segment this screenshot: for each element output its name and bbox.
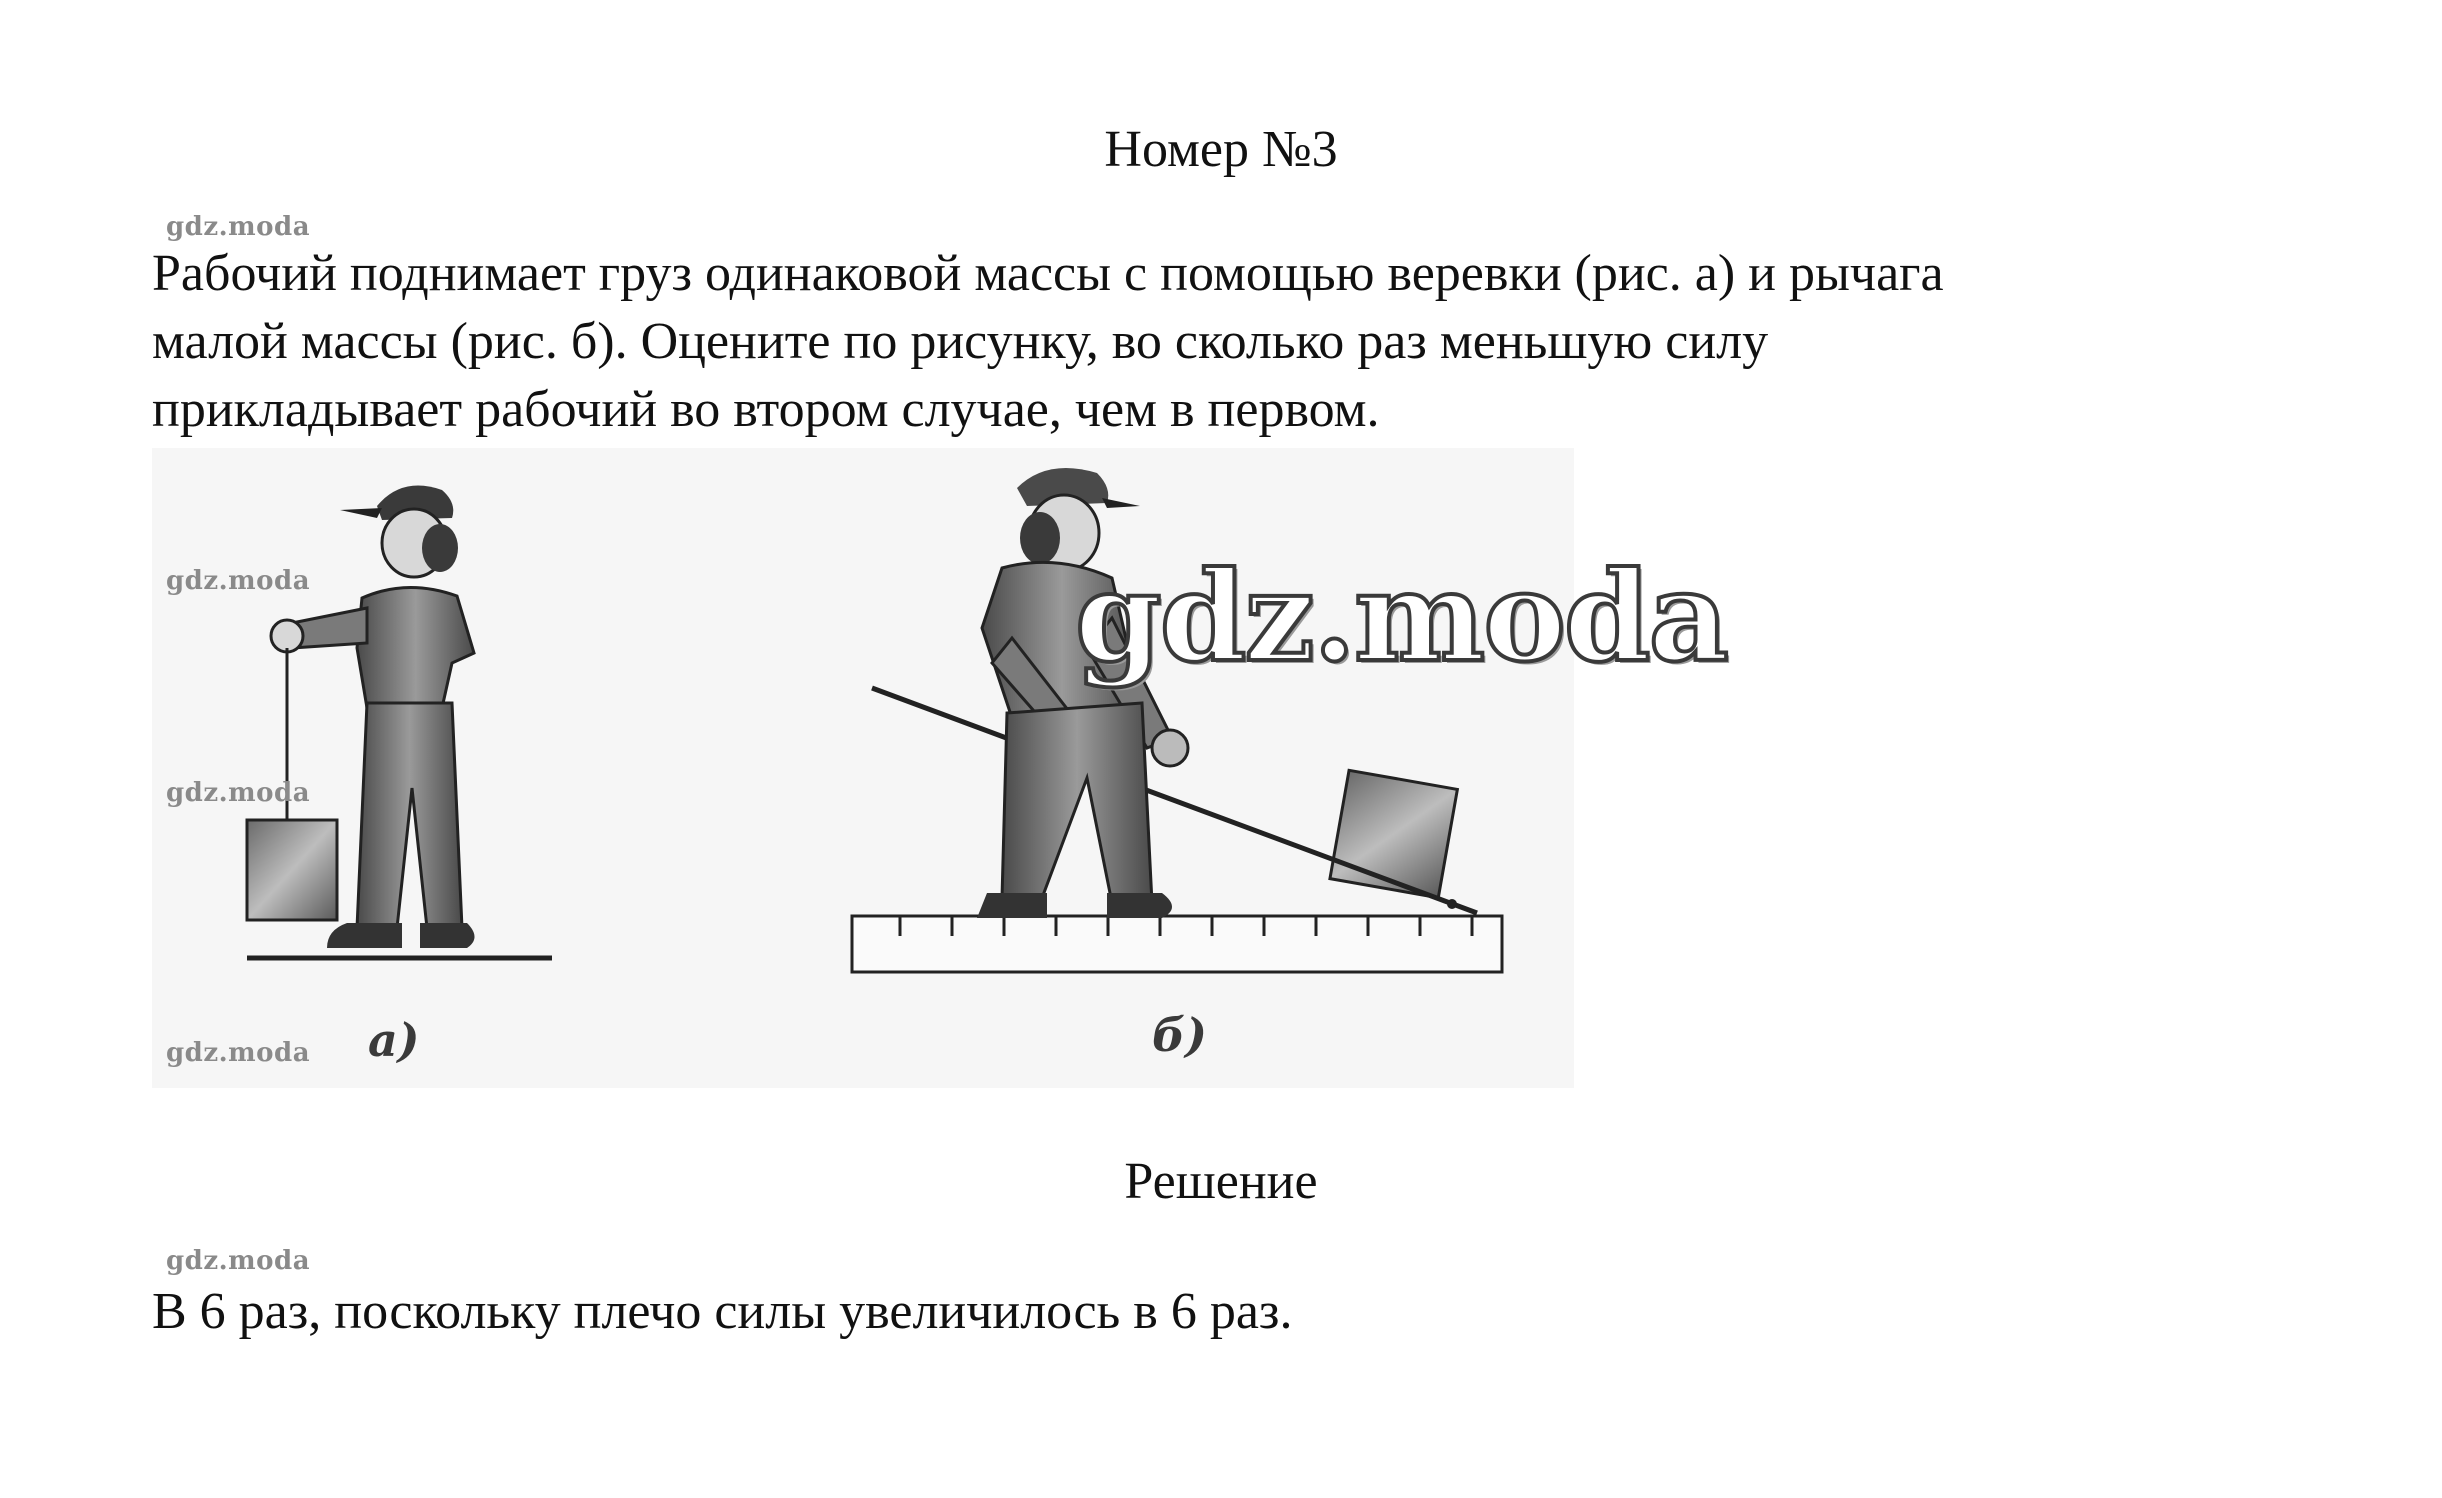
problem-text (152, 240, 2302, 444)
watermark-small: gdz.moda (166, 566, 311, 596)
watermark-small: gdz.moda (166, 212, 311, 242)
solution-heading: Решение (1124, 1153, 1318, 1210)
watermark-small: gdz.moda (166, 1038, 311, 1068)
worker-b (852, 468, 1502, 972)
caption-b: б) (1152, 1008, 1207, 1062)
watermark-logo: gdz.moda (1075, 545, 1727, 690)
problem-line: Рабочий поднимает груз одинаковой массы с помощью веревки (рис. а) и рычага (152, 245, 1944, 302)
figure (152, 448, 1574, 1088)
answer-text: В 6 раз, поскольку плечо силы увеличилось в 6 раз. (152, 1283, 1293, 1340)
page-title: Номер №3 (1104, 121, 1338, 178)
problem-line: малой массы (рис. б). Оцените по рисунку, во сколько раз меньшую силу (152, 313, 1769, 370)
problem-line: прикладывает рабочий во втором случае, чем в первом. (152, 381, 1380, 438)
watermark-small: gdz.moda (166, 778, 311, 808)
worker-a (247, 486, 552, 958)
caption-a: а) (368, 1013, 420, 1067)
watermark-small: gdz.moda (166, 1246, 311, 1276)
figure-illustration (152, 448, 1574, 1088)
